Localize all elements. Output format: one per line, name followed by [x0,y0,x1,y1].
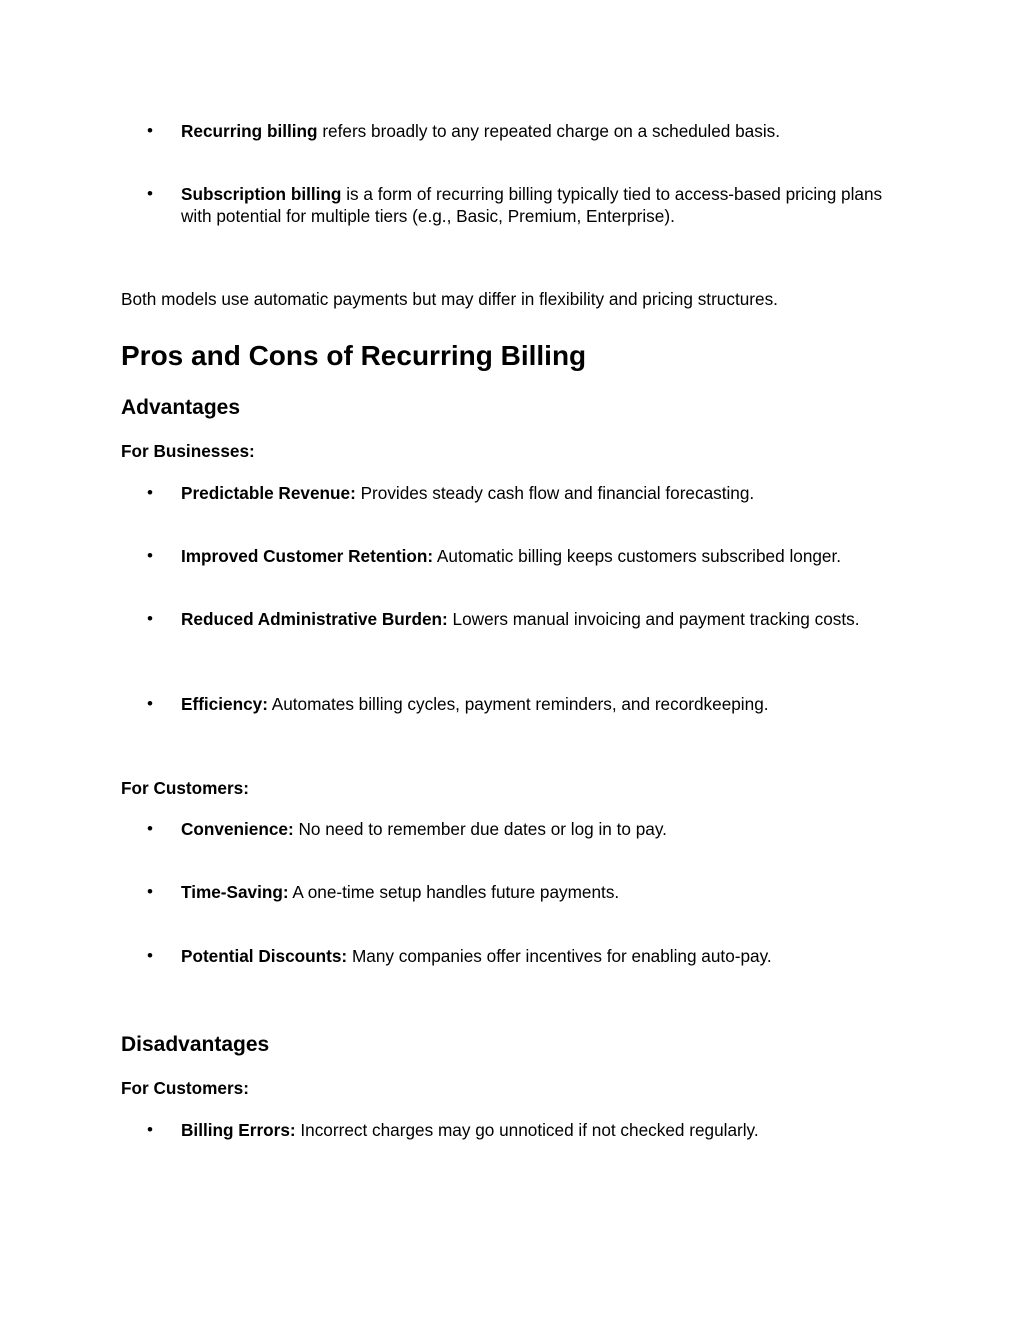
item-text: No need to remember due dates or log in to pay. [293,819,667,839]
list-item [121,482,901,504]
list-item [121,120,901,142]
item-text: Incorrect charges may go unnoticed if not checked regularly. [295,1120,759,1140]
bullet-icon: • [147,546,153,565]
advantages-heading: Advantages [121,396,241,419]
item-lead: Time-Saving: [181,882,289,902]
item-lead: Improved Customer Retention: [181,546,434,566]
disadvantages-heading: Disadvantages [121,1033,270,1056]
bullet-icon: • [147,694,153,713]
item-lead: Convenience: [181,819,294,839]
section-title: Pros and Cons of Recurring Billing [121,340,587,371]
term-recurring-billing: Recurring billing [181,121,318,141]
item-lead: Potential Discounts: [181,946,348,966]
list-item [121,183,901,227]
bullet-icon: • [147,946,153,965]
item-text: A one-time setup handles future payments. [288,882,620,902]
item-text: Many companies offer incentives for enabling auto-pay. [347,946,772,966]
item-lead: Efficiency: [181,694,268,714]
list-item [121,881,901,903]
list-item [121,945,901,967]
bullet-icon: • [147,882,153,901]
list-item [121,1119,901,1141]
item-lead: Billing Errors: [181,1120,296,1140]
list-item [121,693,901,715]
bullet-icon: • [147,819,153,838]
term-subscription-billing: Subscription billing [181,184,342,204]
bullet-icon: • [147,609,153,628]
bullet-icon: • [147,184,153,203]
for-businesses-heading: For Businesses: [121,441,255,461]
item-lead: Reduced Administrative Burden: [181,609,448,629]
term-description: is a form of recurring billing typically tied to access-based pricing plans with potential for multiple tiers (e.g., Basic, Premium, Enterprise). [181,184,883,226]
bullet-icon: • [147,1120,153,1139]
for-customers-heading: For Customers: [121,1078,249,1098]
for-customers-heading: For Customers: [121,778,249,798]
item-text: Lowers manual invoicing and payment tracking costs. [447,609,860,629]
item-text: Automates billing cycles, payment reminders, and recordkeeping. [267,694,769,714]
bullet-icon: • [147,121,153,140]
term-description: refers broadly to any repeated charge on a scheduled basis. [317,121,781,141]
item-text: Provides steady cash flow and financial forecasting. [355,483,755,503]
bullet-icon: • [147,483,153,502]
both-models-paragraph: Both models use automatic payments but may differ in flexibility and pricing structures. [121,289,778,309]
list-item [121,818,901,840]
item-text: Automatic billing keeps customers subscribed longer. [433,546,842,566]
list-item [121,608,901,630]
list-item [121,545,901,567]
item-lead: Predictable Revenue: [181,483,356,503]
